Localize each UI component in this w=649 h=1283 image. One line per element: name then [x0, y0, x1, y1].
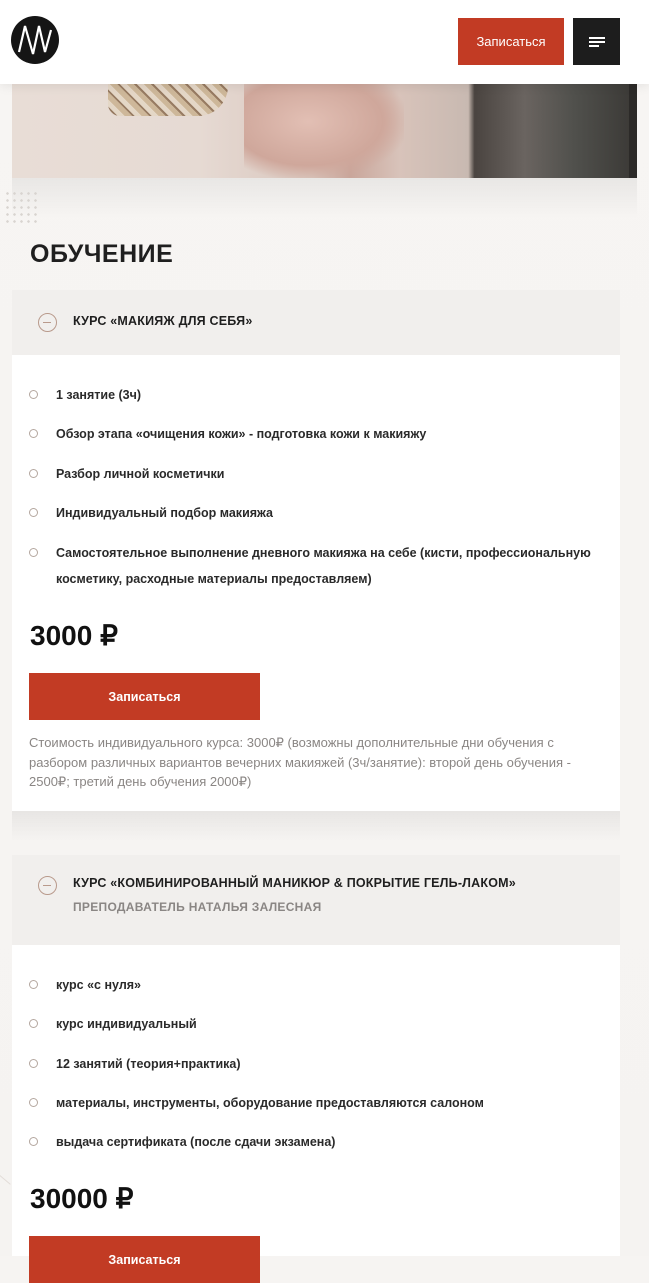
circle-bullet-icon [29, 390, 38, 399]
course-1-accordion-header[interactable] [12, 290, 620, 355]
page-title: ОБУЧЕНИЕ [30, 240, 174, 268]
course-2-price: 30000 ₽ [30, 1183, 134, 1214]
hero-edge [629, 84, 637, 178]
brand-logo-icon[interactable] [11, 16, 59, 64]
course-1-price: 3000 ₽ [30, 620, 118, 651]
hero-bag-detail [108, 84, 228, 116]
course-2-accordion-body: курс «с нуля» курс индивидуальный 12 занятий (теория+практика) материалы, инструменты, оборудование предоставляются салоном выдача сертификата (после сдачи экзамена) 30000 ₽ Записаться [12, 945, 620, 1256]
circle-bullet-icon [29, 548, 38, 557]
course-1-signup-button[interactable]: Записаться [29, 673, 260, 720]
circle-bullet-icon [29, 469, 38, 478]
menu-button[interactable] [573, 18, 620, 65]
course-1-title: КУРС «МАКИЯЖ ДЛЯ СЕБЯ» [73, 314, 253, 328]
course-2-title: КУРС «КОМБИНИРОВАННЫЙ МАНИКЮР & ПОКРЫТИЕ ГЕЛЬ-ЛАКОМ» [73, 876, 516, 890]
hamburger-icon [588, 36, 606, 48]
collapse-icon[interactable] [38, 313, 57, 332]
decorative-line [0, 1175, 11, 1207]
decorative-dots [4, 190, 40, 224]
circle-bullet-icon [29, 508, 38, 517]
card-shadow [12, 811, 620, 841]
hero-model-detail [244, 84, 404, 178]
course-1-price-note: Стоимость индивидуального курса: 3000₽ (возможны дополнительные дни обучения с разбором различных вариантов вечерних макияжей (3ч/занятие): второй день обучения - 2500₽; третий день обучения 2000₽) [29, 735, 571, 789]
hero-shadow [12, 178, 637, 218]
circle-bullet-icon [29, 1059, 38, 1068]
hero-image [12, 84, 637, 178]
course-2-accordion-header[interactable] [12, 855, 620, 945]
site-header [0, 0, 649, 84]
collapse-icon[interactable] [38, 876, 57, 895]
course-1-accordion-body: 1 занятие (3ч) Обзор этапа «очищения кожи» - подготовка кожи к макияжу Разбор личной косметички Индивидуальный подбор макияжа Самостоятельное выполнение дневного макияжа на себе (кисти, профессиональную косметику, расходные материалы предоставляем) 3000 ₽ Записаться Стоимость индивидуального курса: 3000₽ (возможны дополнительные дни обучения с разбором различных вариантов вечерних макияжей (3ч/занятие): второй день обучения - 2500₽; третий день обучения 2000₽) [12, 355, 620, 811]
course-2-signup-button[interactable]: Записаться [29, 1236, 260, 1283]
circle-bullet-icon [29, 429, 38, 438]
course-2-teacher: ПРЕПОДАВАТЕЛЬ НАТАЛЬЯ ЗАЛЕСНАЯ [73, 900, 322, 914]
circle-bullet-icon [29, 980, 38, 989]
circle-bullet-icon [29, 1137, 38, 1146]
circle-bullet-icon [29, 1098, 38, 1107]
circle-bullet-icon [29, 1019, 38, 1028]
header-signup-button[interactable]: Записаться [458, 18, 564, 65]
